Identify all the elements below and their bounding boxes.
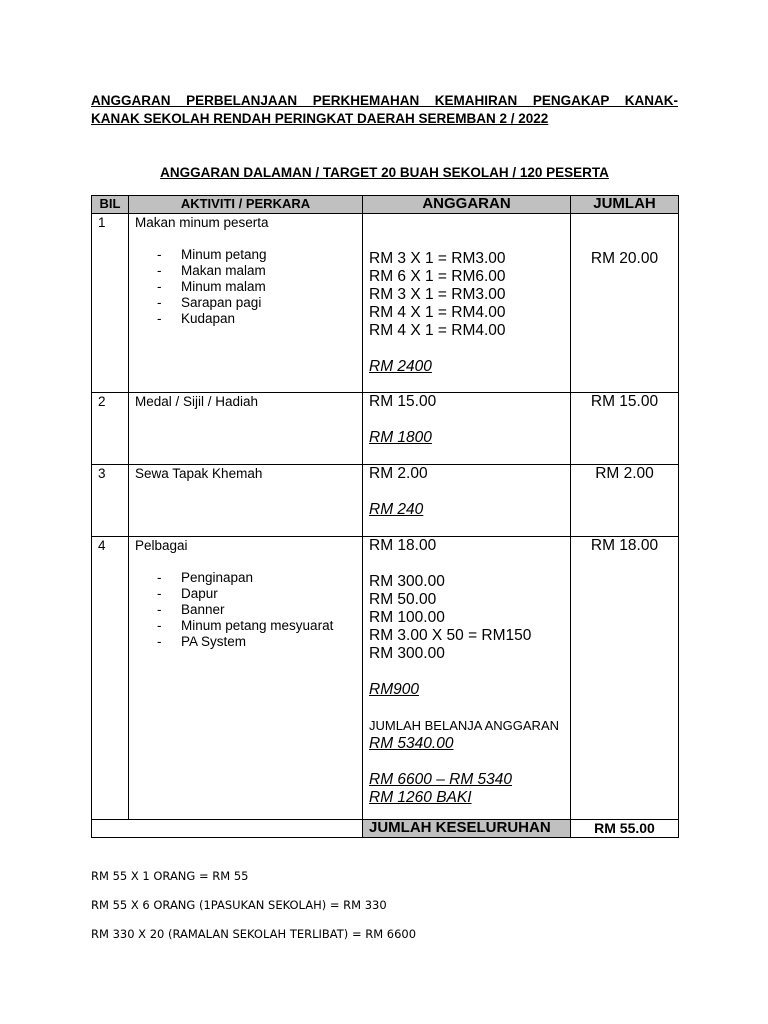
activity-cell (129, 214, 363, 393)
row-number: 2 (92, 393, 129, 465)
grand-total-spacer (92, 820, 363, 838)
table-row (92, 537, 679, 820)
estimate-line: RM 300.00 (369, 645, 445, 662)
estimate-line: RM 3.00 X 50 = RM150 (369, 627, 532, 644)
list-item: - Minum malam (135, 279, 362, 295)
subtotal: RM 240 (369, 501, 424, 518)
estimate-line: RM 2.00 (369, 465, 428, 482)
grand-total-row (92, 820, 679, 838)
header-bil: BIL (92, 196, 129, 214)
activity-label: Pelbagai (135, 538, 188, 553)
estimate-cell (363, 393, 571, 465)
list-item: - Sarapan pagi (135, 295, 362, 311)
subtotal: RM900 (369, 681, 419, 698)
subtotal: RM 1800 (369, 429, 432, 446)
grand-total-value: RM 55.00 (571, 820, 679, 838)
budget-table (91, 195, 679, 838)
document-subtitle: ANGGARAN DALAMAN / TARGET 20 BUAH SEKOLAH / 120 PESERTA (160, 165, 609, 180)
list-item: - Banner (135, 602, 362, 618)
estimate-line: RM 3 X 1 = RM3.00 (369, 286, 506, 303)
header-estimate: ANGGARAN (363, 196, 571, 214)
estimate-line: RM 4 X 1 = RM4.00 (369, 322, 506, 339)
budget-total-value: RM 5340.00 (369, 735, 454, 752)
title-line-1: ANGGARAN PERBELANJAAN PERKHEMAHAN KEMAHIRAN PENGAKAP KANAK- (91, 93, 678, 108)
estimate-line: RM 4 X 1 = RM4.00 (369, 304, 506, 321)
row-total: RM 18.00 (571, 537, 679, 820)
budget-total-label: JUMLAH BELANJA ANGGARAN (369, 718, 559, 733)
list-item: - Penginapan (135, 570, 362, 586)
table-row (92, 465, 679, 537)
list-item: - Minum petang (135, 247, 362, 263)
estimate-cell (363, 537, 571, 820)
list-item: - Minum petang mesyuarat (135, 618, 362, 634)
row-number: 4 (92, 537, 129, 820)
estimate-line: RM 18.00 (369, 537, 437, 554)
activity-cell (129, 537, 363, 820)
header-activity: AKTIVITI / PERKARA (129, 196, 363, 214)
list-item: - PA System (135, 634, 362, 650)
estimate-cell (363, 214, 571, 393)
estimate-line: RM 50.00 (369, 591, 437, 608)
title-line-2: KANAK SEKOLAH RENDAH PERINGKAT DAERAH SEREMBAN 2 / 2022 (91, 111, 549, 126)
header-total: JUMLAH (571, 196, 679, 214)
activity-label: Makan minum peserta (135, 215, 269, 230)
estimate-cell (363, 465, 571, 537)
table-row (92, 214, 679, 393)
document-title (91, 92, 678, 128)
estimate-line: RM 300.00 (369, 573, 445, 590)
note-line: RM 330 X 20 (RAMALAN SEKOLAH TERLIBAT) = RM 6600 (91, 927, 417, 941)
table-row (92, 393, 679, 465)
estimate-line: RM 3 X 1 = RM3.00 (369, 250, 506, 267)
row-number: 3 (92, 465, 129, 537)
grand-total-label: JUMLAH KESELURUHAN (363, 820, 571, 838)
estimate-line: RM 6 X 1 = RM6.00 (369, 268, 506, 285)
row-total: RM 2.00 (571, 465, 679, 537)
balance-calculation: RM 6600 – RM 5340 (369, 771, 513, 788)
activity-items (135, 570, 362, 650)
activity-label: Sewa Tapak Khemah (129, 465, 363, 537)
activity-label: Medal / Sijil / Hadiah (129, 393, 363, 465)
row-number: 1 (92, 214, 129, 393)
activity-items (135, 247, 362, 327)
estimate-line: RM 100.00 (369, 609, 445, 626)
note-line: RM 55 X 1 ORANG = RM 55 (91, 869, 249, 883)
list-item: - Dapur (135, 586, 362, 602)
row-total: RM 15.00 (571, 393, 679, 465)
subtotal: RM 2400 (369, 358, 432, 375)
row-total: RM 20.00 (571, 214, 679, 393)
balance-value: RM 1260 BAKI (369, 789, 472, 806)
note-line: RM 55 X 6 ORANG (1PASUKAN SEKOLAH) = RM 330 (91, 898, 387, 912)
list-item: - Kudapan (135, 311, 362, 327)
estimate-line: RM 15.00 (369, 393, 437, 410)
table-header-row (92, 196, 679, 214)
list-item: - Makan malam (135, 263, 362, 279)
